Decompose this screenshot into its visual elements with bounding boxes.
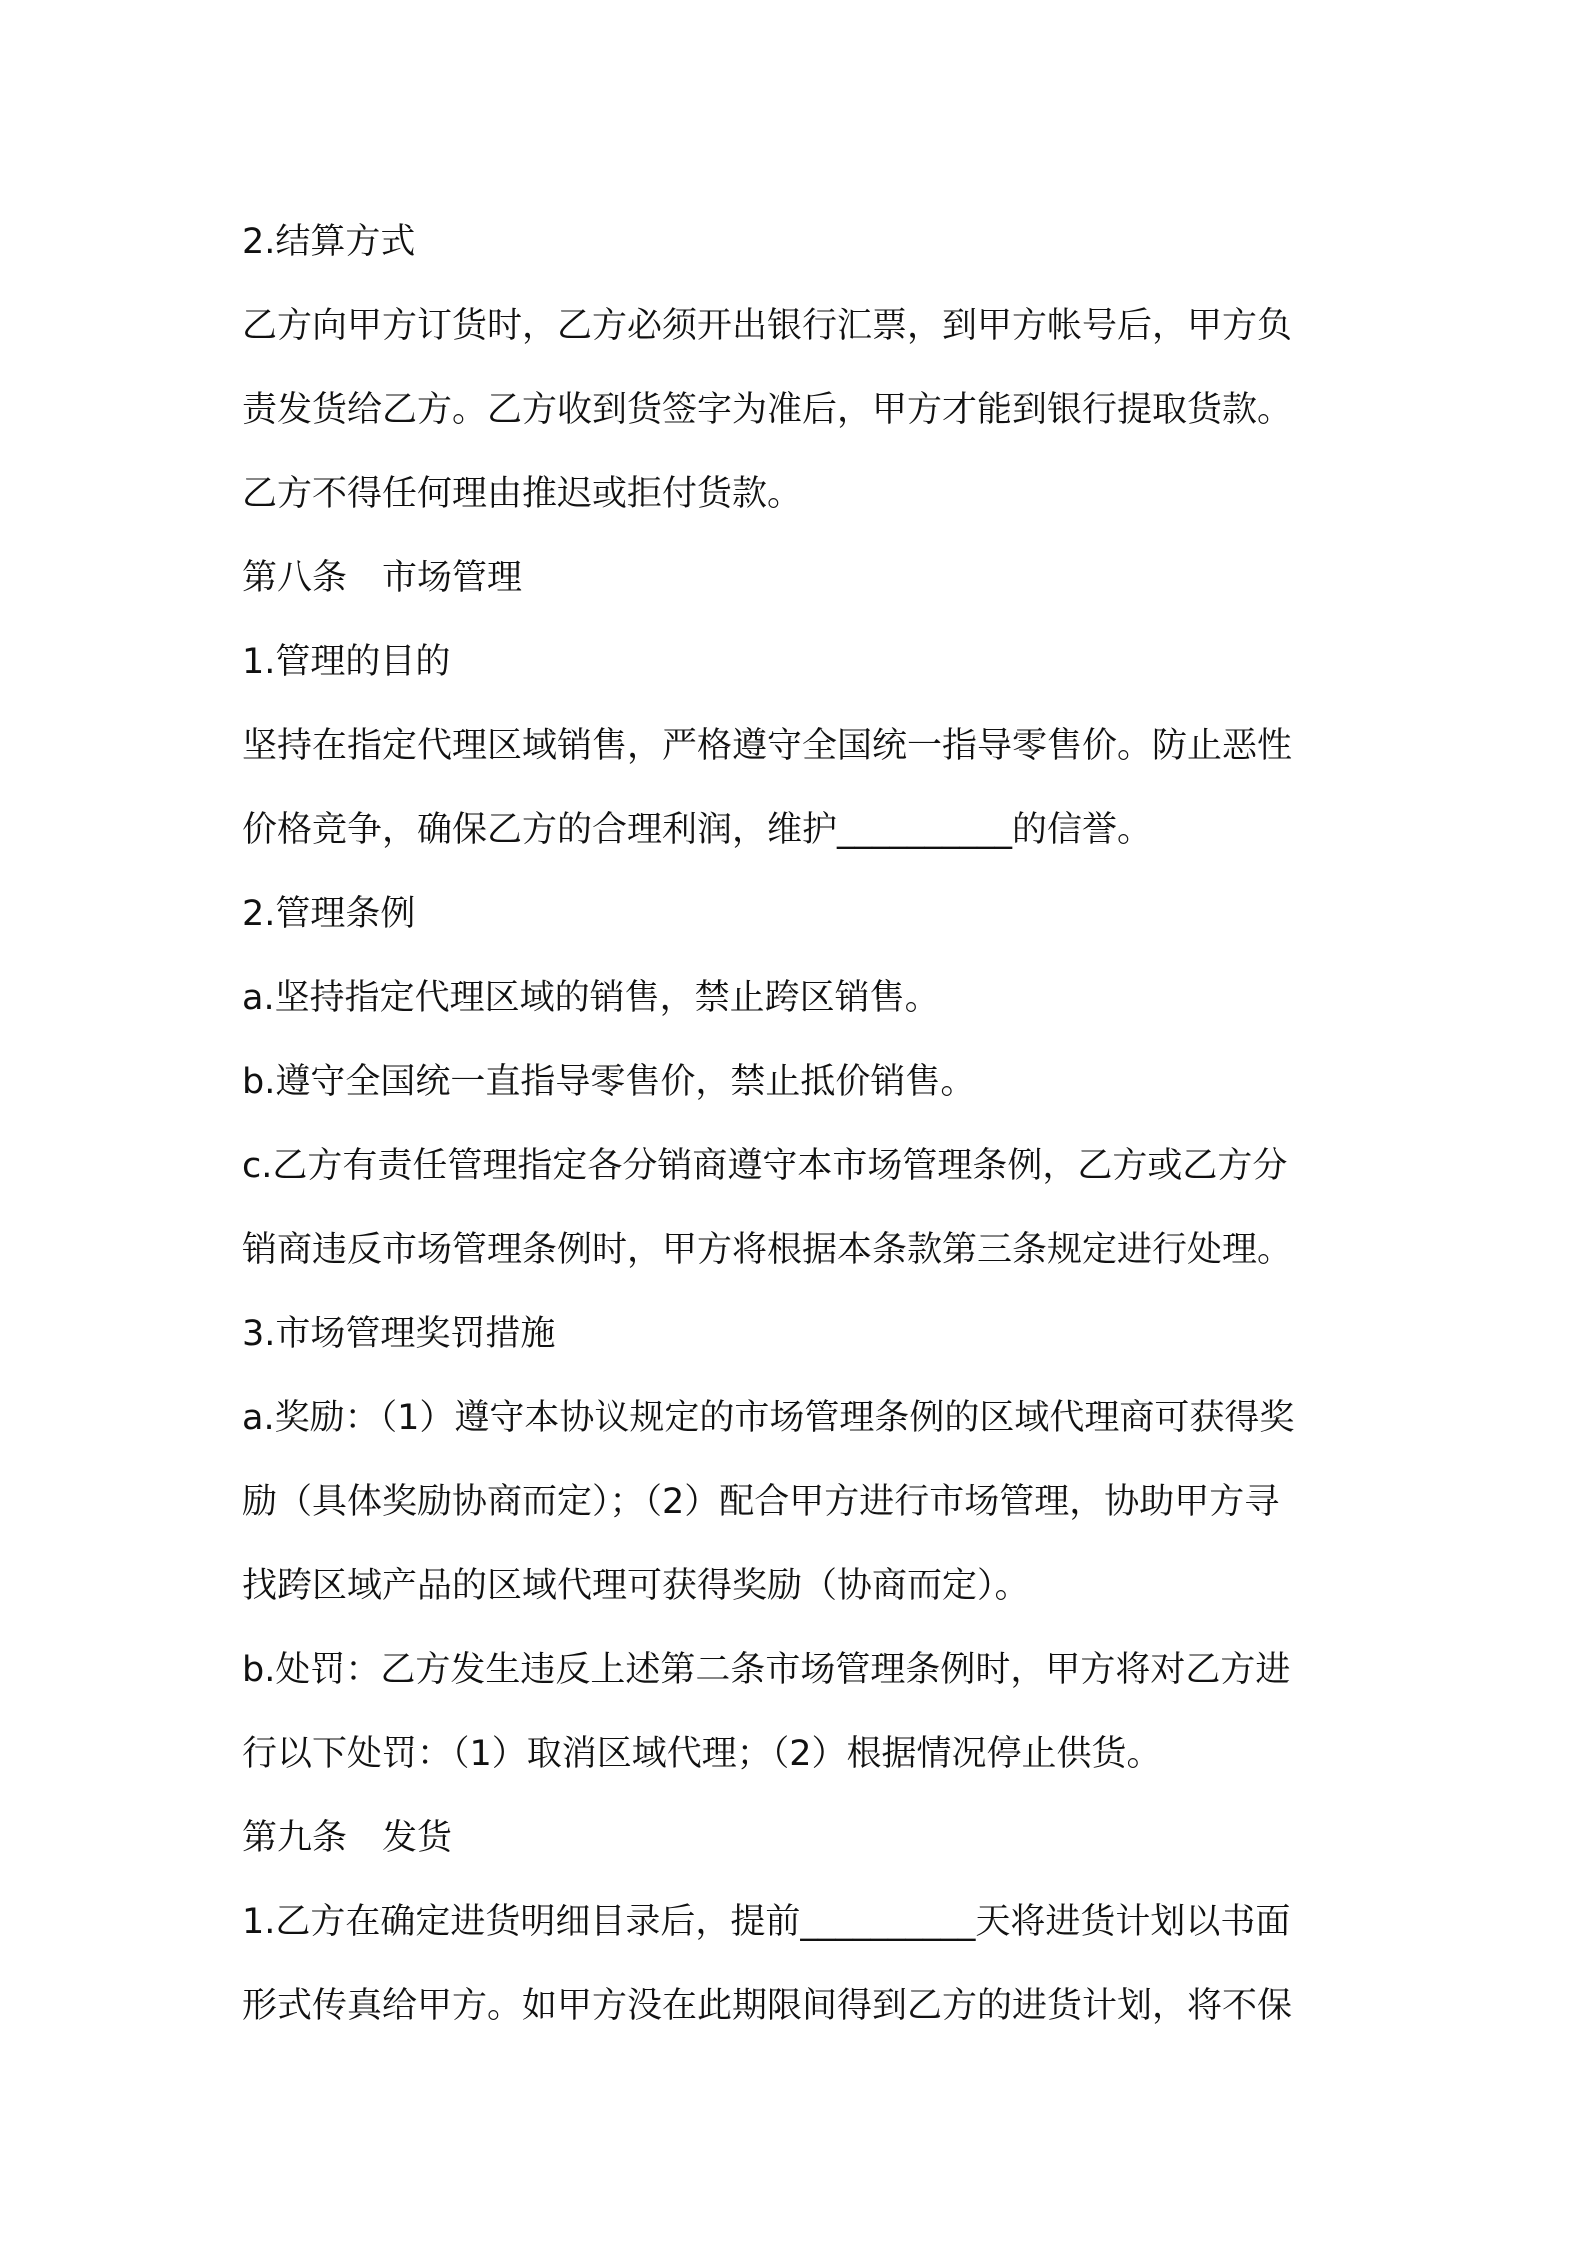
document-body bbox=[242, 200, 1362, 2048]
list-item: a.奖励：（1）遵守本协议规定的市场管理条例的区域代理商可获得奖 bbox=[242, 1398, 1295, 1438]
section-heading-purpose: 1.管理的目的 bbox=[242, 642, 451, 682]
paragraph-line: 乙方不得任何理由推迟或拒付货款。 bbox=[242, 474, 803, 514]
list-item: c.乙方有责任管理指定各分销商遵守本市场管理条例，乙方或乙方分 bbox=[242, 1146, 1288, 1186]
article-heading-8: 第八条 市场管理 bbox=[242, 558, 523, 598]
paragraph-line: 销商违反市场管理条例时，甲方将根据本条款第三条规定进行处理。 bbox=[242, 1230, 1293, 1270]
list-item: b.遵守全国统一直指导零售价，禁止抵价销售。 bbox=[242, 1062, 976, 1102]
paragraph-line: 行以下处罚：（1）取消区域代理；（2）根据情况停止供货。 bbox=[242, 1734, 1162, 1774]
section-heading-settlement: 2.结算方式 bbox=[242, 222, 416, 262]
paragraph-line: 责发货给乙方。乙方收到货签字为准后，甲方才能到银行提取货款。 bbox=[242, 390, 1293, 430]
list-item: b.处罚：乙方发生违反上述第二条市场管理条例时，甲方将对乙方进 bbox=[242, 1650, 1291, 1690]
list-item: 1.乙方在确定进货明细目录后，提前__________天将进货计划以书面 bbox=[242, 1902, 1291, 1942]
paragraph-line: 找跨区域产品的区域代理可获得奖励（协商而定）。 bbox=[242, 1566, 1030, 1606]
paragraph-line: 形式传真给甲方。如甲方没在此期限间得到乙方的进货计划，将不保 bbox=[242, 1986, 1293, 2026]
section-heading-regulations: 2.管理条例 bbox=[242, 894, 416, 934]
paragraph-line: 价格竞争，确保乙方的合理利润，维护__________的信誉。 bbox=[242, 810, 1153, 850]
paragraph-line: 乙方向甲方订货时，乙方必须开出银行汇票，到甲方帐号后，甲方负 bbox=[242, 306, 1293, 346]
paragraph-line: 励（具体奖励协商而定）；（2）配合甲方进行市场管理，协助甲方寻 bbox=[242, 1482, 1280, 1522]
list-item: a.坚持指定代理区域的销售，禁止跨区销售。 bbox=[242, 978, 940, 1018]
paragraph-line: 坚持在指定代理区域销售，严格遵守全国统一指导零售价。防止恶性 bbox=[242, 726, 1293, 766]
section-heading-rewards-penalties: 3.市场管理奖罚措施 bbox=[242, 1314, 556, 1354]
article-heading-9: 第九条 发货 bbox=[242, 1818, 453, 1858]
